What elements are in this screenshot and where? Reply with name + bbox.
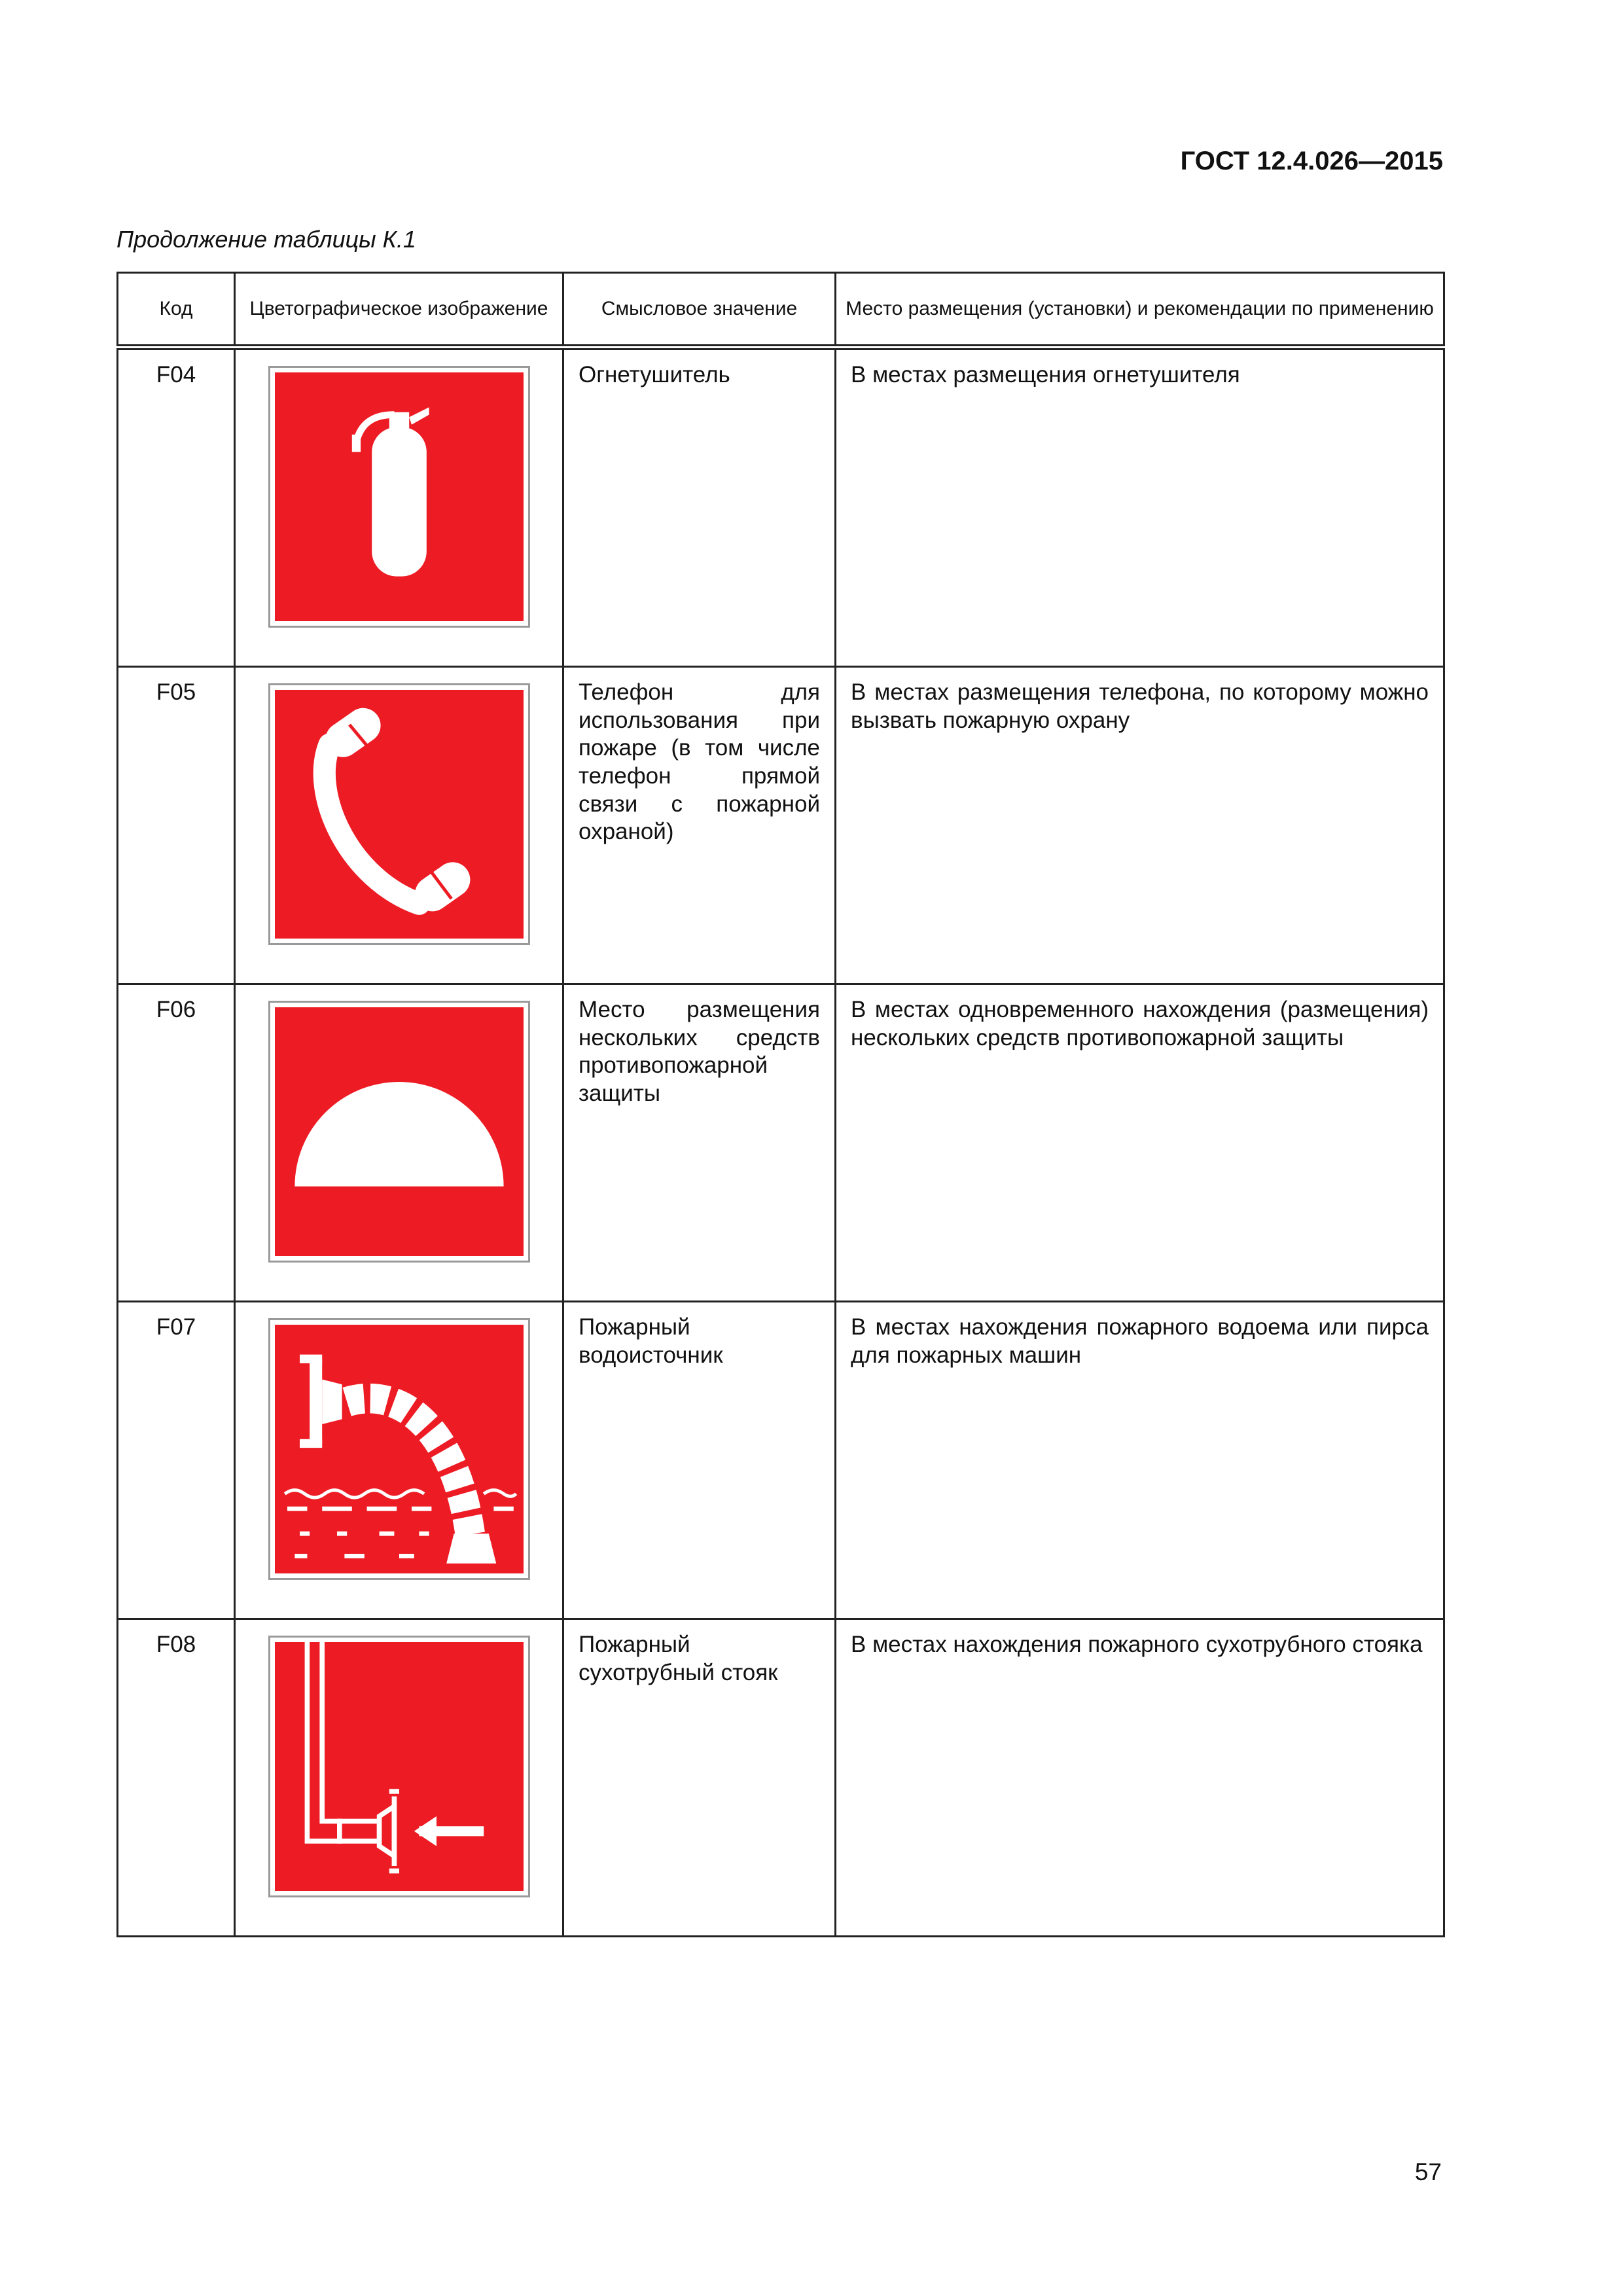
sign-placement: В местах размещения телефона, по которому можно вызвать пожарную охрану: [836, 667, 1444, 984]
table-row: [118, 1302, 1444, 1619]
sign-meaning: Место размещения нескольких средств противопожарной защиты: [563, 984, 836, 1302]
table-row: [118, 1619, 1444, 1937]
column-header-meaning: Смысловое значение: [563, 273, 836, 348]
sign-placement: В местах одновременного нахождения (размещения) нескольких средств противопожарной защиты: [836, 984, 1444, 1302]
standard-code: ГОСТ 12.4.026—2015: [1180, 147, 1443, 175]
fire-telephone-sign-icon: [268, 683, 530, 945]
sign-code: F07: [118, 1302, 235, 1619]
sign-code: F06: [118, 984, 235, 1302]
fire-water-source-sign-icon: [268, 1318, 530, 1580]
column-header-image: Цветографическое изображение: [235, 273, 563, 348]
table-row: [118, 667, 1444, 984]
page-number: 57: [1414, 2159, 1442, 2185]
sign-meaning: Телефон для использования при пожаре (в том числе телефон прямой связи с пожарной охраной): [563, 667, 836, 984]
signs-table: [116, 272, 1445, 1937]
sign-code: F08: [118, 1619, 235, 1937]
table-header-row: [118, 273, 1444, 348]
dry-riser-sign-icon: [268, 1636, 530, 1897]
table-row: [118, 984, 1444, 1302]
sign-code: F05: [118, 667, 235, 984]
sign-meaning: Пожарный сухотрубный стояк: [563, 1619, 836, 1937]
sign-placement: В местах размещения огнетушителя: [836, 348, 1444, 667]
column-header-code: Код: [118, 273, 235, 348]
fire-extinguisher-sign-icon: [268, 366, 530, 628]
table-caption: Продолжение таблицы К.1: [116, 226, 416, 253]
column-header-placement: Место размещения (установки) и рекомендации по применению: [836, 273, 1444, 348]
sign-meaning: Огнетушитель: [563, 348, 836, 667]
sign-meaning: Пожарный водоисточник: [563, 1302, 836, 1619]
sign-placement: В местах нахождения пожарного водоема или пирса для пожарных машин: [836, 1302, 1444, 1619]
fire-equipment-location-sign-icon: [268, 1001, 530, 1263]
sign-placement: В местах нахождения пожарного сухотрубного стояка: [836, 1619, 1444, 1937]
sign-code: F04: [118, 348, 235, 667]
table-row: [118, 348, 1444, 667]
